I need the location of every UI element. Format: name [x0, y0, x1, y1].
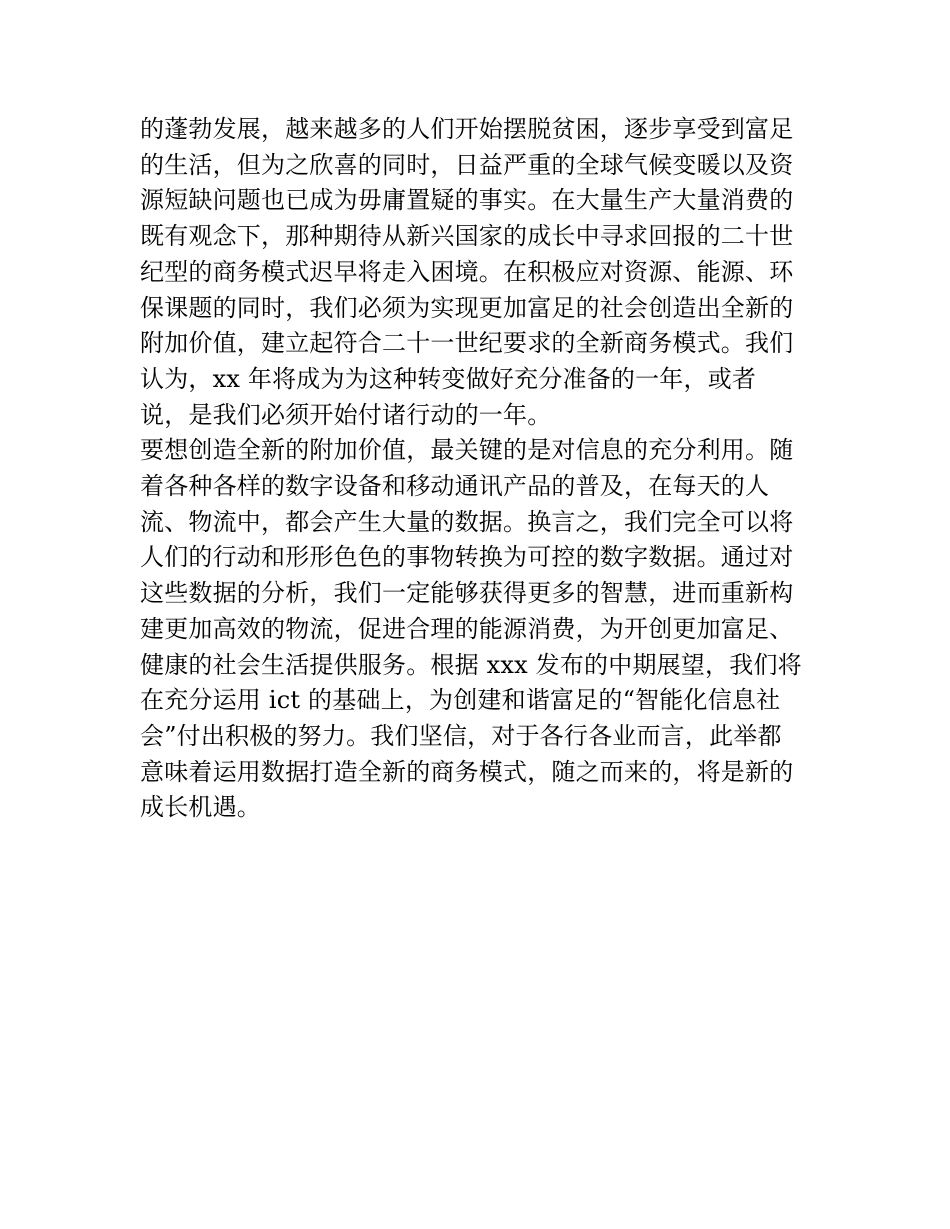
paragraph-1	[140, 112, 820, 433]
text-line: 的生活，但为之欣喜的同时，日益严重的全球气候变暖以及资	[140, 150, 794, 179]
text-line: 认为，xx 年将成为为这种转变做好充分准备的一年，或者	[140, 364, 757, 393]
text-line: 源短缺问题也已成为毋庸置疑的事实。在大量生产大量消费的	[140, 186, 794, 215]
text-line: 保课题的同时，我们必须为实现更加富足的社会创造出全新的	[140, 293, 794, 322]
text-line: 流、物流中，都会产生大量的数据。换言之，我们完全可以将	[140, 507, 794, 536]
text-line: 会”付出积极的努力。我们坚信，对于各行各业而言，此举都	[140, 721, 782, 750]
text-line: 着各种各样的数字设备和移动通讯产品的普及，在每天的人	[140, 472, 770, 501]
text-line: 在充分运用 ict 的基础上，为创建和谐富足的“智能化信息社	[140, 686, 781, 715]
text-line: 建更加高效的物流，促进合理的能源消费，为开创更加富足、	[140, 614, 794, 643]
text-line: 纪型的商务模式迟早将走入困境。在积极应对资源、能源、环	[140, 257, 794, 286]
text-line: 要想创造全新的附加价值，最关键的是对信息的充分利用。随	[140, 436, 794, 465]
text-line: 意味着运用数据打造全新的商务模式，随之而来的，将是新的	[140, 757, 794, 786]
text-line: 的蓬勃发展，越来越多的人们开始摆脱贫困，逐步享受到富足	[140, 115, 794, 143]
text-line: 人们的行动和形形色色的事物转换为可控的数字数据。通过对	[140, 543, 794, 572]
text-line: 这些数据的分析，我们一定能够获得更多的智慧，进而重新构	[140, 579, 794, 608]
text-line: 附加价值，建立起符合二十一世纪要求的全新商务模式。我们	[140, 329, 794, 358]
text-line: 成长机遇。	[140, 793, 261, 822]
text-line: 说，是我们必须开始付诸行动的一年。	[140, 400, 552, 429]
paragraph-2	[140, 433, 820, 826]
text-line: 既有观念下，那种期待从新兴国家的成长中寻求回报的二十世	[140, 222, 794, 251]
document-body	[140, 112, 820, 826]
text-line: 健康的社会生活提供服务。根据 xxx 发布的中期展望，我们将	[140, 650, 802, 679]
